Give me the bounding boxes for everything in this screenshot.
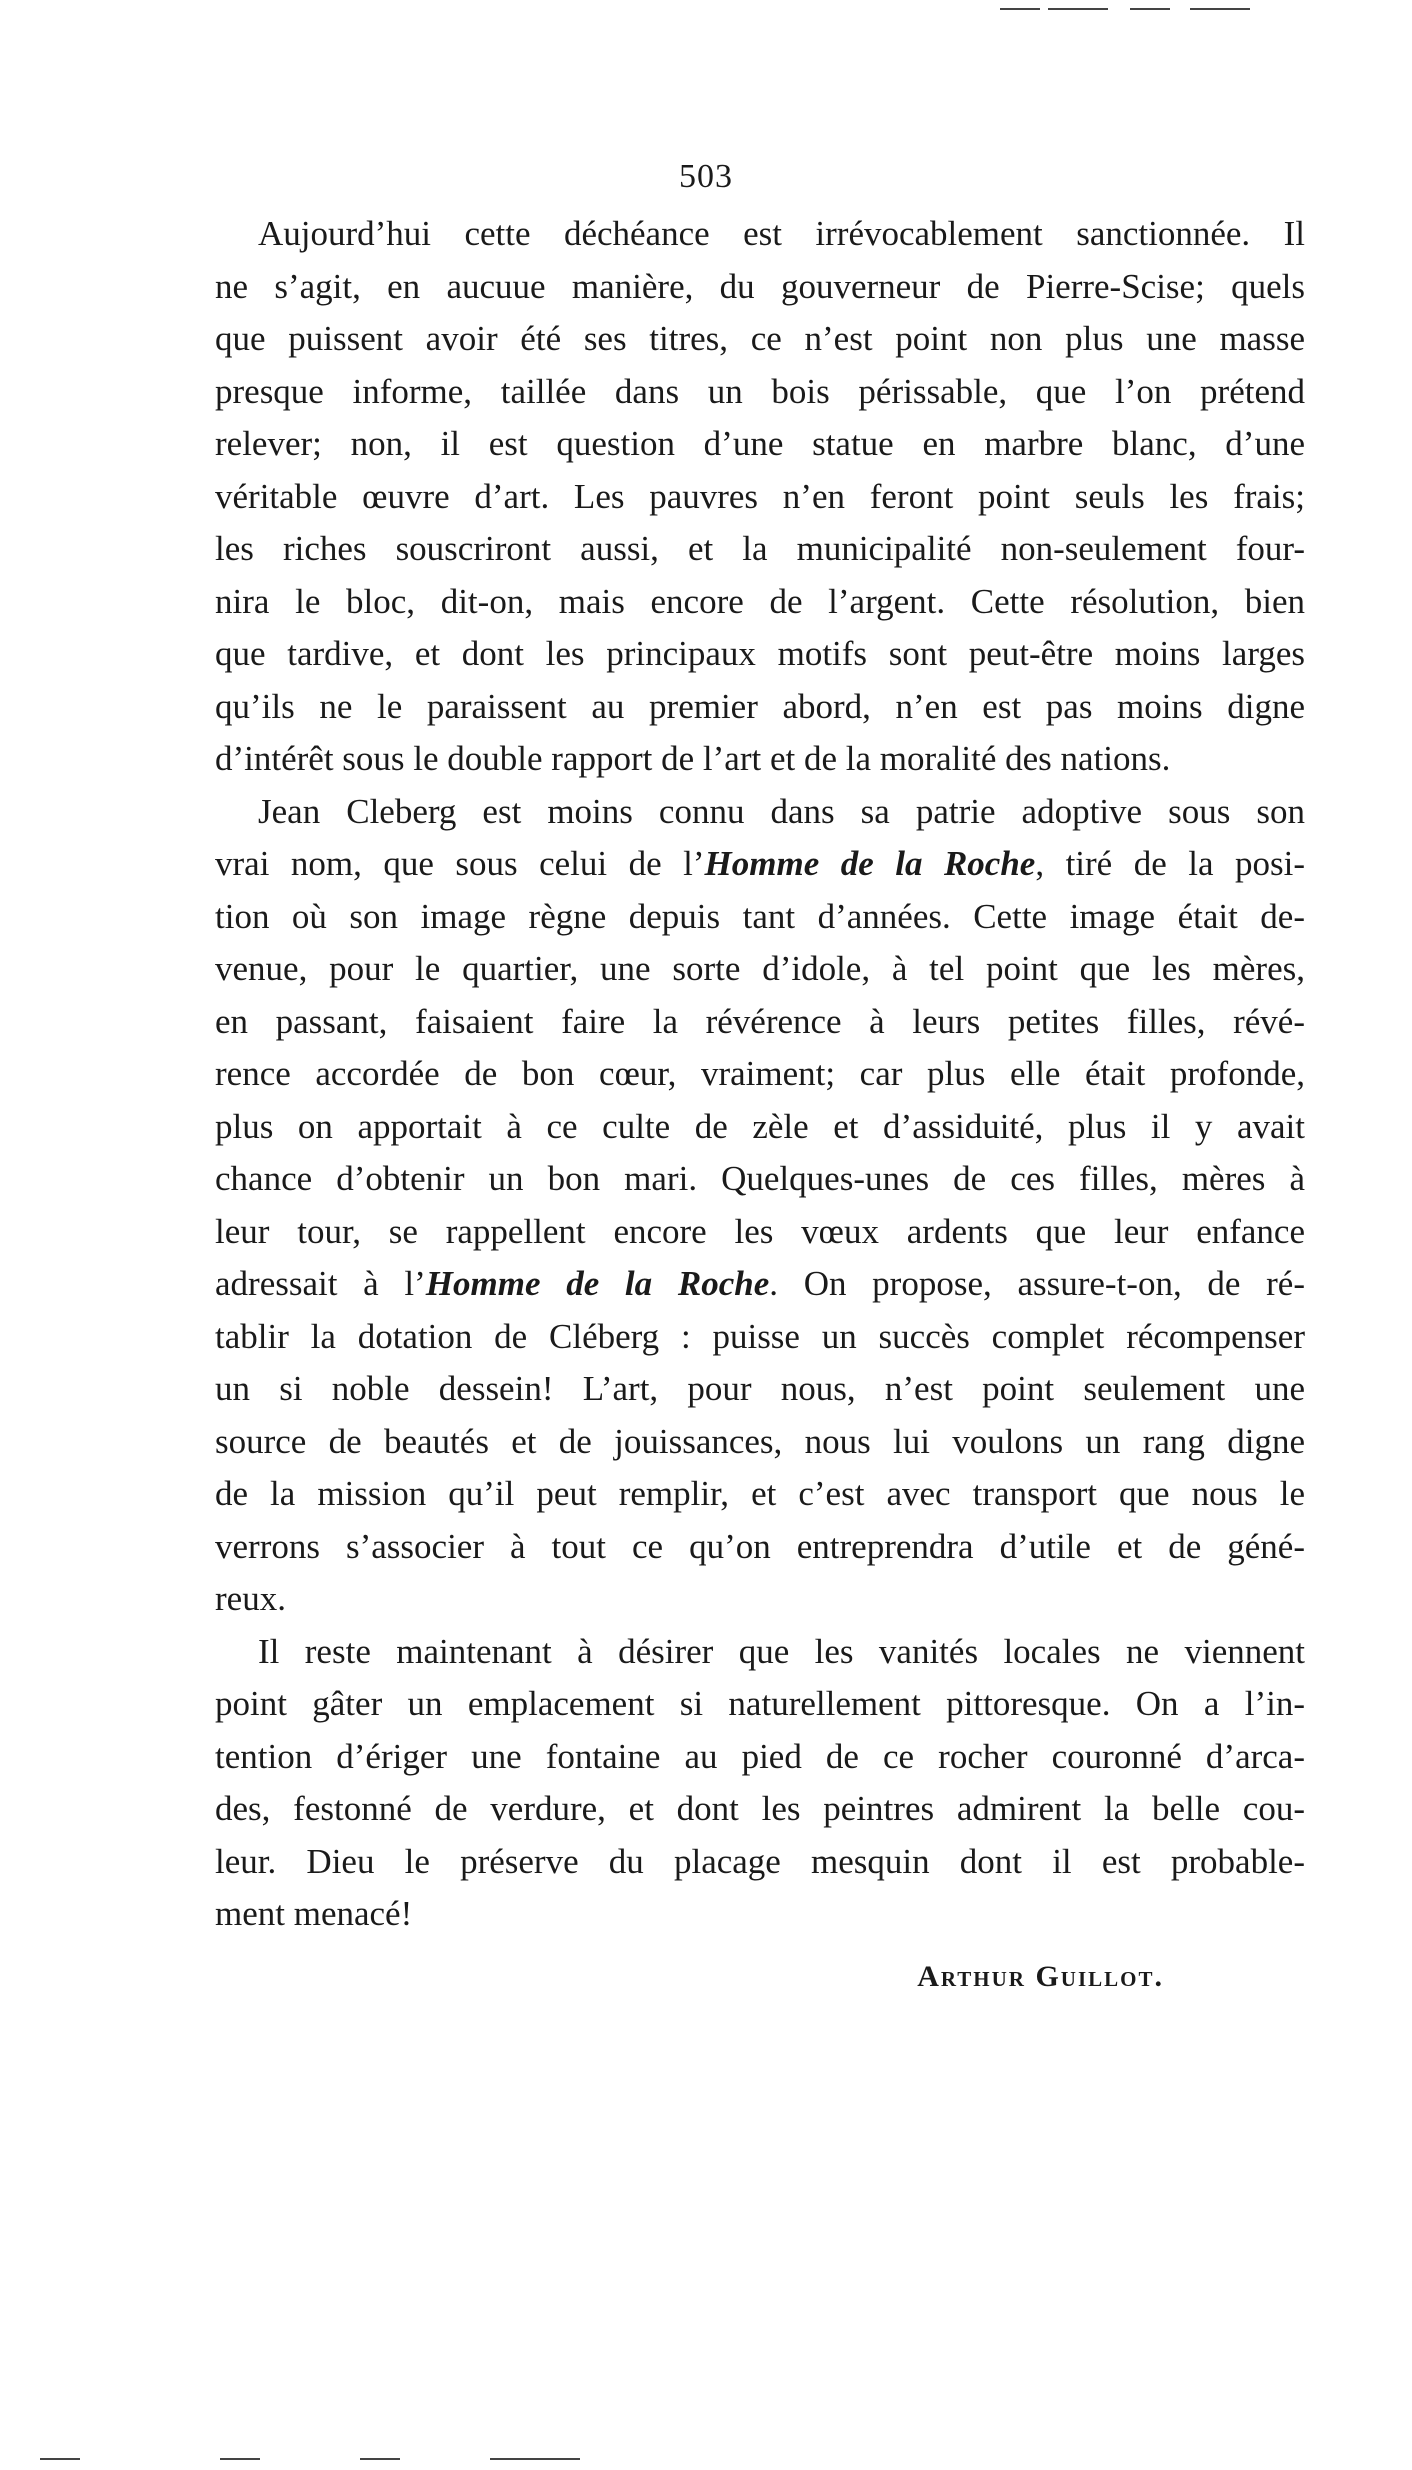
text-line-with-title [215, 1258, 1305, 1311]
text-line: ne s’agit, en aucuue manière, du gouverneur de Pierre-Scise; quels [215, 266, 1305, 306]
scan-edge-mark [40, 2458, 80, 2460]
text-line: venue, pour le quartier, une sorte d’idole, à tel point que les mères, [215, 949, 1305, 988]
text-line: Il reste maintenant à désirer que les vanités locales ne viennent [258, 1631, 1305, 1671]
text-line: reux. [215, 1579, 286, 1618]
text-line-end: , tiré de la posi- [1035, 844, 1305, 883]
text-line: relever; non, il est question d’une statue en marbre blanc, d’une [215, 424, 1305, 463]
text-line: véritable œuvre d’art. Les pauvres n’en feront point seuls les frais; [215, 476, 1305, 516]
text-line: un si noble dessein! L’art, pour nous, n’est point seulement une [215, 1369, 1305, 1408]
text-line-with-title [215, 838, 1305, 891]
scan-edge-mark [1048, 8, 1108, 10]
text-line: que puissent avoir été ses titres, ce n’est point non plus une masse [215, 319, 1305, 358]
italic-title: Homme de la Roche [425, 1264, 770, 1303]
text-line: que tardive, et dont les principaux motifs sont peut-être moins larges [215, 634, 1305, 673]
text-line: plus on apportait à ce culte de zèle et d’assiduité, plus il y avait [215, 1106, 1305, 1146]
text-line-end: . On propose, assure-t-on, de ré- [769, 1264, 1305, 1303]
body-text [215, 208, 1305, 1941]
text-line: Jean Cleberg est moins connu dans sa patrie adoptive sous son [258, 791, 1305, 831]
author-signature: Arthur Guillot. [917, 1960, 1164, 1993]
scan-edge-mark [490, 2458, 580, 2460]
text-line: presque informe, taillée dans un bois périssable, que l’on prétend [215, 371, 1305, 411]
text-line: rence accordée de bon cœur, vraiment; car plus elle était profonde, [215, 1054, 1305, 1093]
text-line-start: vrai nom, que sous celui de l’ [215, 844, 705, 883]
italic-title: Homme de la Roche [704, 844, 1036, 883]
page-number: 503 [679, 158, 733, 195]
text-line: tion où son image règne depuis tant d’années. Cette image était de- [215, 896, 1305, 936]
text-line: tablir la dotation de Cléberg : puisse un succès complet récompenser [215, 1316, 1305, 1356]
text-line: les riches souscriront aussi, et la municipalité non-seulement four- [215, 529, 1305, 568]
text-line: source de beautés et de jouissances, nous lui voulons un rang digne [215, 1421, 1305, 1461]
scan-edge-mark [1190, 8, 1250, 10]
text-line: d’intérêt sous le double rapport de l’art et de la moralité des nations. [215, 739, 1171, 778]
scan-edge-mark [360, 2458, 400, 2460]
text-line: des, festonné de verdure, et dont les peintres admirent la belle cou- [215, 1789, 1305, 1828]
text-line: nira le bloc, dit-on, mais encore de l’argent. Cette résolution, bien [215, 581, 1305, 621]
text-line: de la mission qu’il peut remplir, et c’est avec transport que nous le [215, 1474, 1305, 1513]
text-line: leur. Dieu le préserve du placage mesquin dont il est probable- [215, 1841, 1305, 1881]
text-line: tention d’ériger une fontaine au pied de ce rocher couronné d’arca- [215, 1736, 1305, 1776]
paragraph-1 [215, 208, 1305, 786]
text-line: leur tour, se rappellent encore les vœux ardents que leur enfance [215, 1211, 1305, 1251]
text-line: chance d’obtenir un bon mari. Quelques-unes de ces filles, mères à [215, 1159, 1305, 1198]
text-line: en passant, faisaient faire la révérence à leurs petites filles, révé- [215, 1001, 1305, 1041]
scan-edge-mark [220, 2458, 260, 2460]
scan-edge-mark [1000, 8, 1040, 10]
text-line: qu’ils ne le paraissent au premier abord, n’en est pas moins digne [215, 686, 1305, 726]
text-line: verrons s’associer à tout ce qu’on entreprendra d’utile et de géné- [215, 1526, 1305, 1566]
scan-edge-mark [1130, 8, 1170, 10]
paragraph-2 [215, 786, 1305, 1626]
text-line-start: adressait à l’ [215, 1264, 426, 1303]
text-line: Aujourd’hui cette déchéance est irrévocablement sanctionnée. Il [258, 214, 1305, 253]
paragraph-3 [215, 1626, 1305, 1941]
text-line: point gâter un emplacement si naturellement pittoresque. On a l’in- [215, 1684, 1305, 1723]
text-line: ment menacé! [215, 1894, 413, 1933]
